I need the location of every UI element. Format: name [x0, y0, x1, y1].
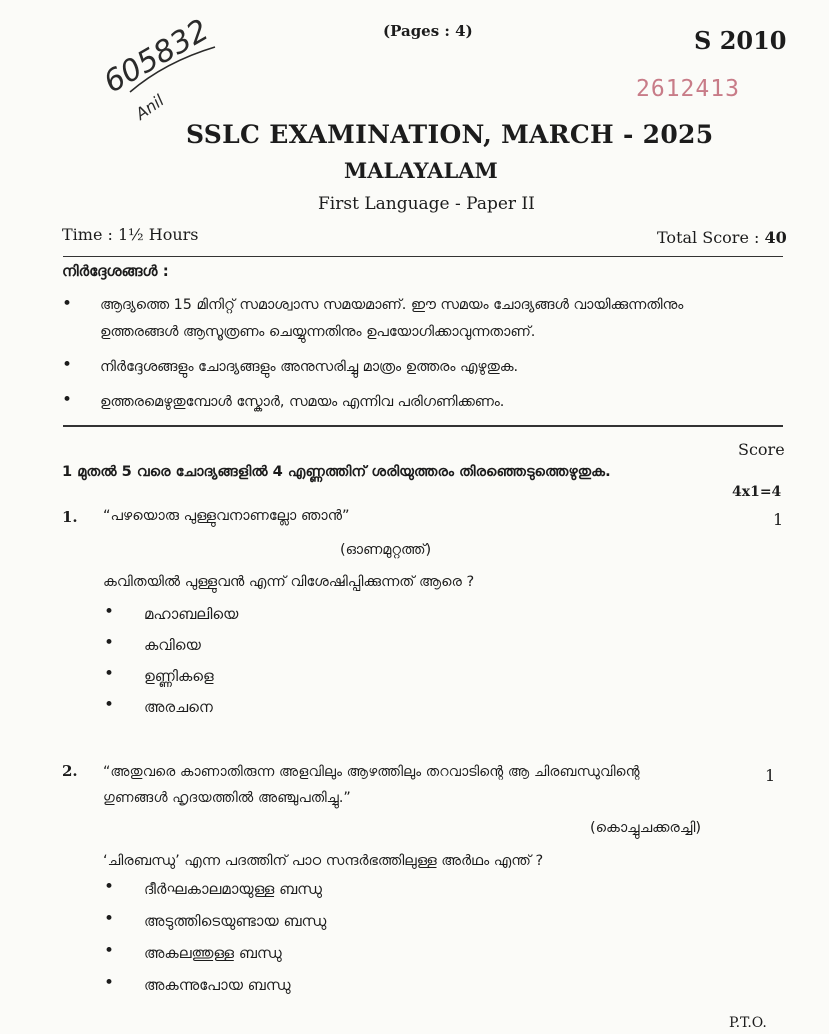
bullet-icon: •	[104, 633, 115, 653]
bullet-icon: •	[62, 355, 73, 375]
paper-code: S 2010	[694, 26, 787, 55]
bullet-icon: •	[62, 390, 73, 410]
header-divider	[63, 256, 783, 257]
bullet-icon: •	[104, 877, 115, 897]
bullet-icon: •	[104, 941, 115, 961]
question-source: (ഓണമുറ്റത്ത്)	[340, 542, 432, 558]
instruction-line: ഉത്തരങ്ങൾ ആസൂത്രണം ചെയ്യുന്നതിനും ഉപയോഗിക്കാവുന്നതാണ്.	[100, 324, 536, 340]
handwritten-number: 605832	[98, 12, 215, 101]
bullet-icon: •	[104, 909, 115, 929]
option-item: ഉണ്ണികളെ	[144, 667, 214, 685]
instruction-line: ആദ്യത്തെ 15 മിനിറ്റ് സമാശ്വാസ സമയമാണ്. ഈ സമയം ചോദ്യങ്ങൾ വായിക്കുന്നതിനും	[100, 297, 684, 313]
total-score	[657, 228, 787, 247]
question-quote-continued: ഗുണങ്ങൾ ഹൃദയത്തിൽ അഞ്ചുപതിച്ചു.”	[103, 790, 351, 806]
option-item: അകലത്തുള്ള ബന്ധു	[144, 944, 282, 962]
bullet-icon: •	[104, 664, 115, 684]
pages-label: (Pages : 4)	[383, 22, 473, 40]
score-heading: Score	[738, 440, 785, 459]
time-label: Time : 1½ Hours	[62, 225, 199, 244]
bullet-icon: •	[104, 602, 115, 622]
option-item: ദീർഘകാലമായുള്ള ബന്ധു	[144, 880, 322, 898]
total-score-label: Total Score :	[657, 228, 765, 247]
option-item: കവിയെ	[144, 636, 201, 654]
subject-title: MALAYALAM	[344, 158, 498, 183]
option-item: അകന്നുപോയ ബന്ധു	[144, 976, 291, 994]
question-text: കവിതയിൽ പുള്ളുവൻ എന്ന് വിശേഷിപ്പിക്കുന്നത് ആരെ ?	[103, 574, 475, 590]
exam-title: SSLC EXAMINATION, MARCH - 2025	[186, 120, 714, 149]
question-score: 1	[765, 766, 776, 785]
paper-title: First Language - Paper II	[318, 194, 535, 214]
bullet-icon: •	[62, 294, 73, 314]
instruction-line: ഉത്തരമെഴുതുമ്പോൾ സ്കോർ, സമയം എന്നിവ പരിഗണിക്കണം.	[100, 394, 505, 410]
question-quote: “പഴയൊരു പുള്ളുവനാണല്ലോ ഞാൻ”	[103, 508, 350, 524]
question-source: (കൊച്ചുചക്കരച്ചി)	[590, 820, 702, 836]
bullet-icon: •	[104, 973, 115, 993]
bullet-icon: •	[104, 695, 115, 715]
pto-label: P.T.O.	[729, 1015, 767, 1031]
option-item: മഹാബലിയെ	[144, 605, 239, 623]
option-item: അടുത്തിടെയുണ്ടായ ബന്ധു	[144, 912, 327, 930]
instructions-heading: നിർദ്ദേശങ്ങൾ :	[62, 262, 169, 280]
section-instruction: 1 മുതൽ 5 വരെ ചോദ്യങ്ങളിൽ 4 എണ്ണത്തിന് ശരിയുത്തരം തിരഞ്ഞെടുത്തെഴുതുക.	[62, 463, 611, 480]
instruction-line: നിർദ്ദേശങ്ങളും ചോദ്യങ്ങളും അനുസരിച്ചു മാത്രം ഉത്തരം എഴുതുക.	[100, 359, 519, 375]
question-score: 1	[773, 510, 784, 529]
instructions-divider	[63, 425, 783, 427]
stamp-number: 2612413	[636, 76, 740, 102]
question-number: 1.	[62, 508, 78, 526]
question-quote: “അതുവരെ കാണാതിരുന്ന അളവിലും ആഴത്തിലും തറവാടിന്റെ ആ ചിരബന്ധുവിന്റെ	[103, 764, 640, 780]
handwritten-underline	[120, 42, 220, 102]
section-marks: 4x1=4	[732, 484, 782, 500]
total-score-value: 40	[764, 228, 787, 247]
handwritten-signature: Anil	[132, 90, 168, 124]
question-number: 2.	[62, 762, 78, 780]
question-text: ‘ചിരബന്ധു’ എന്ന പദത്തിന് പാഠ സന്ദർഭത്തിലുള്ള അർഥം എന്ത് ?	[103, 853, 544, 869]
option-item: അരചനെ	[144, 698, 213, 716]
